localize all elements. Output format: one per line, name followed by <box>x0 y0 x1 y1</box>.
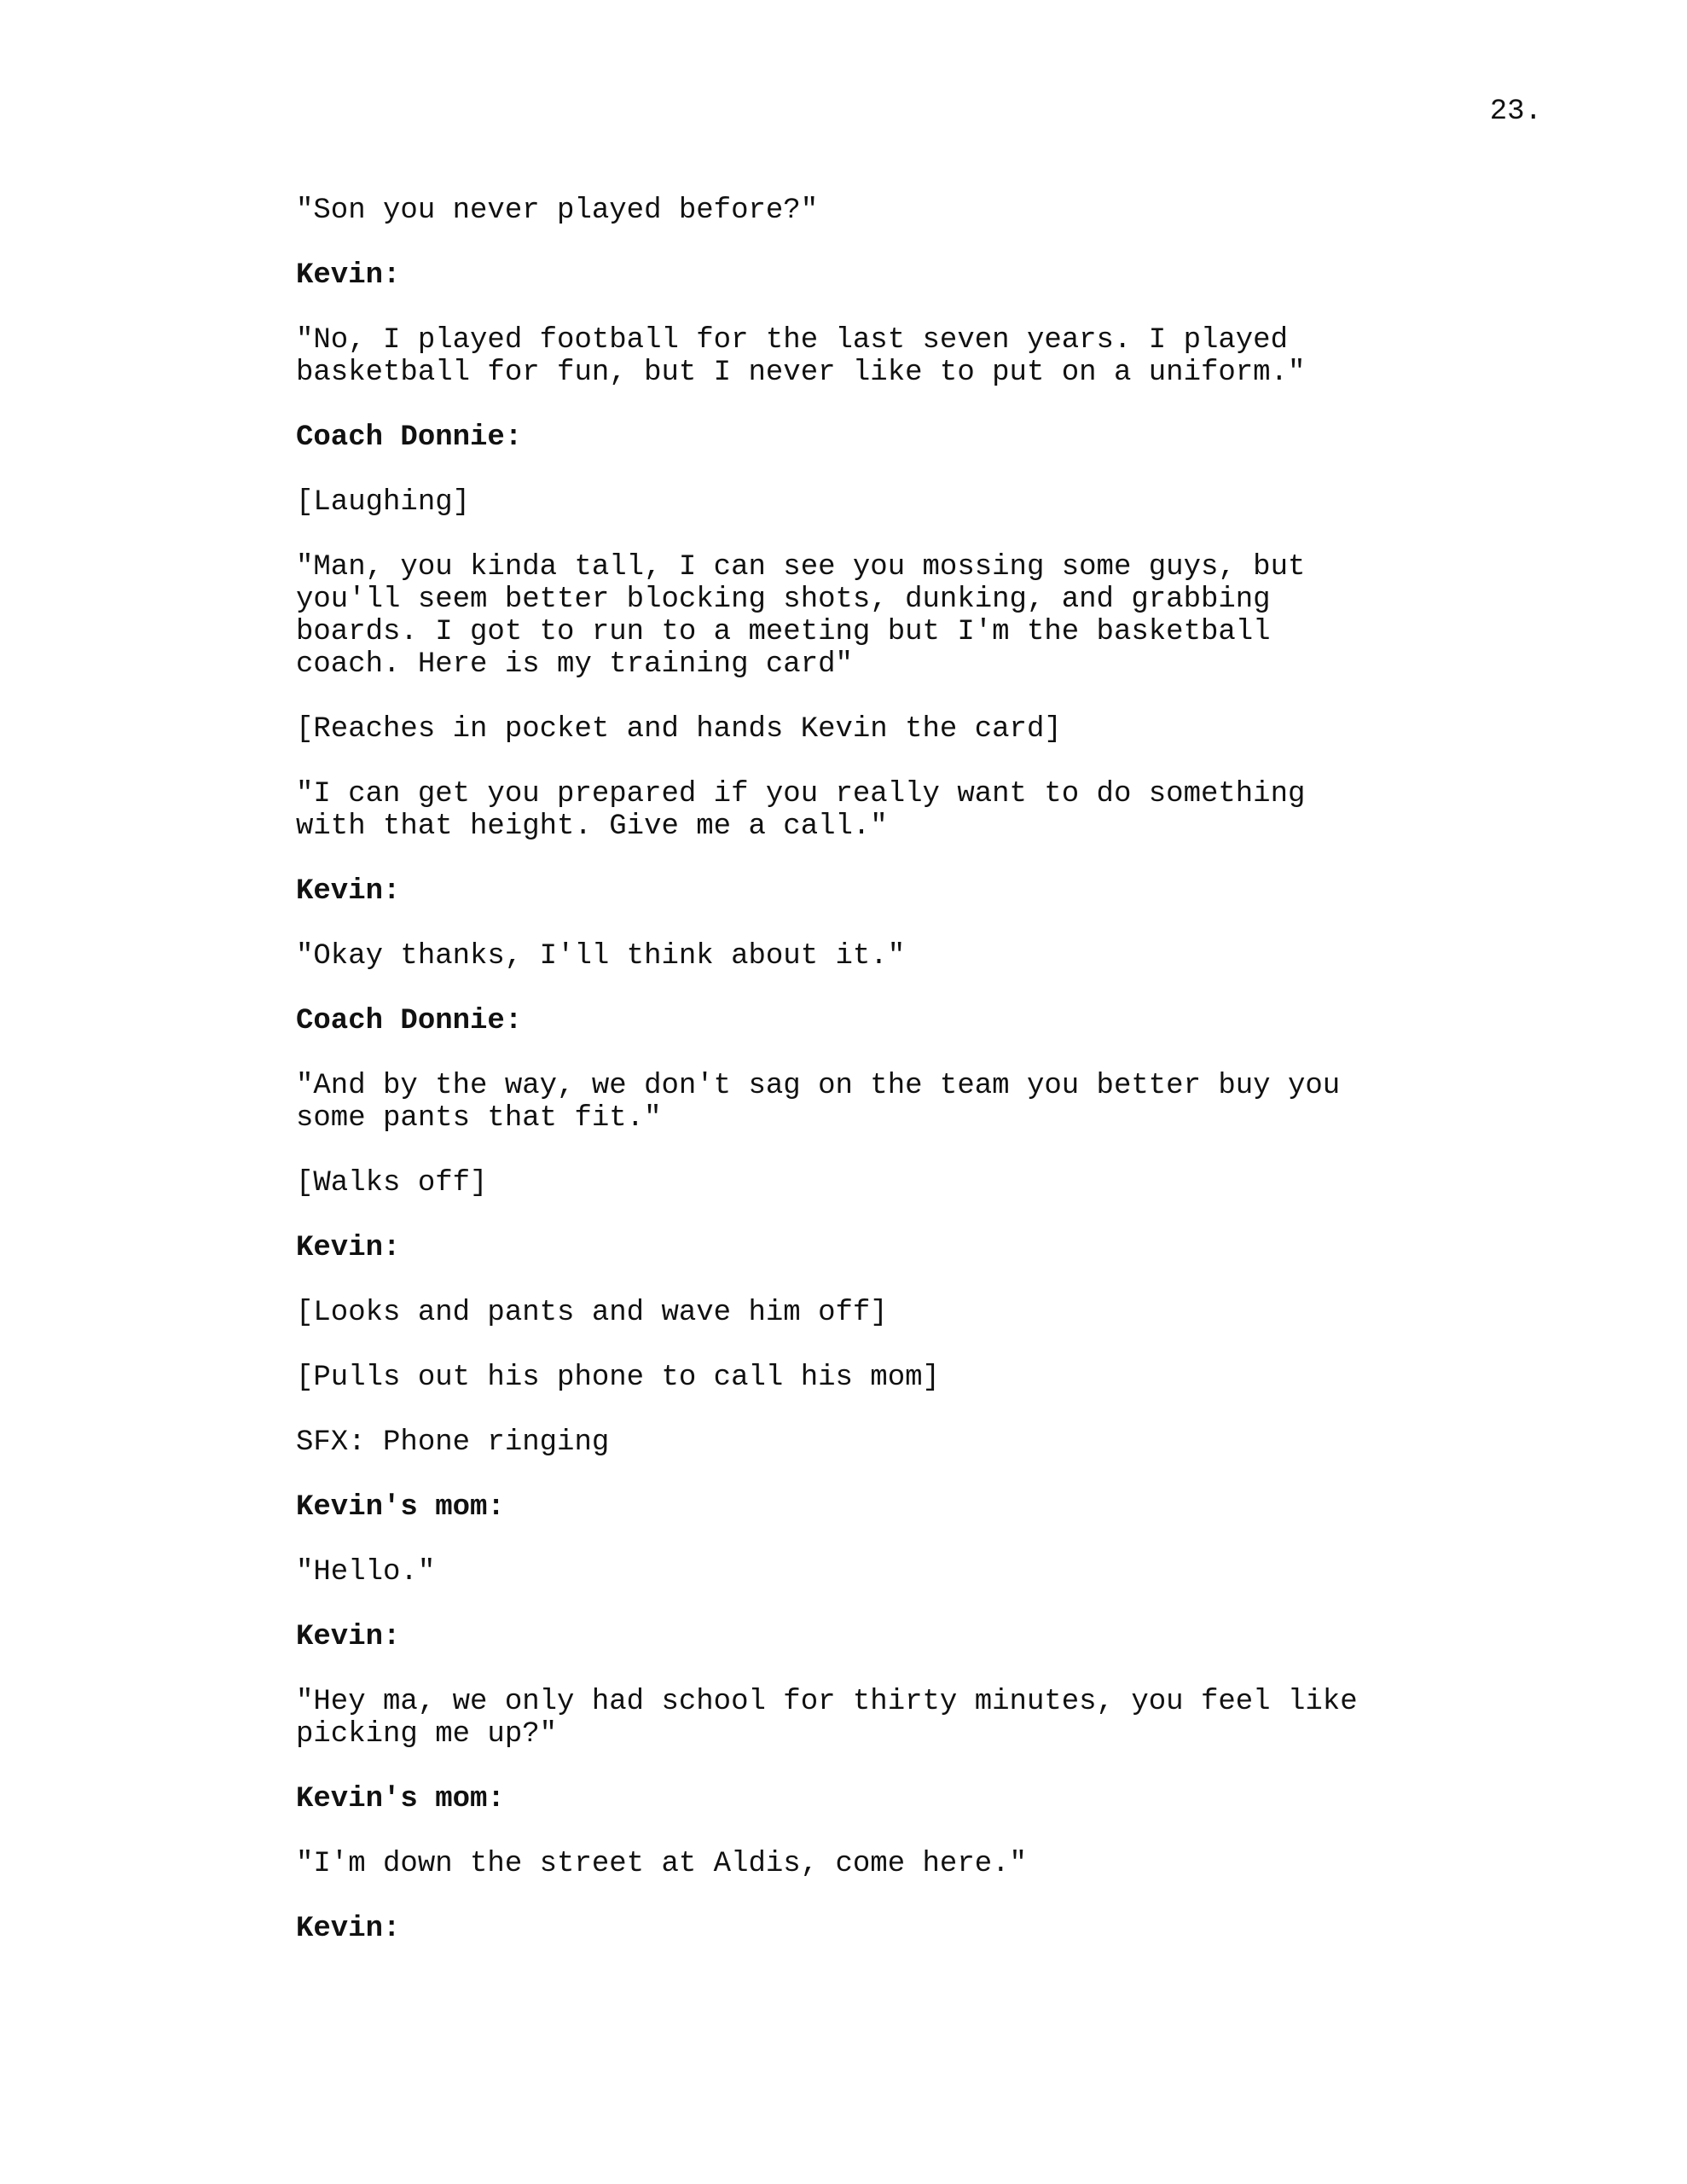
dialogue-line: "Man, you kinda tall, I can see you mossing some guys, but you'll seem better blocking shots, dunking, and grabbing boards. I got to run to a meeting but I'm the basketball coach. Here is my training card" <box>296 551 1306 681</box>
sfx-line: SFX: Phone ringing <box>296 1426 610 1459</box>
action-line: [Laughing] <box>296 486 471 519</box>
page-number: 23. <box>1489 96 1542 128</box>
speaker-name: Kevin: <box>296 259 401 292</box>
action-line: [Walks off] <box>296 1167 488 1199</box>
dialogue-line: "Okay thanks, I'll think about it." <box>296 940 906 973</box>
dialogue-line: "I can get you prepared if you really want to do something with that height. Give me a call." <box>296 778 1306 843</box>
dialogue-line: "Hey ma, we only had school for thirty minutes, you feel like picking me up?" <box>296 1686 1358 1751</box>
speaker-name: Coach Donnie: <box>296 1005 523 1037</box>
dialogue-line: "Son you never played before?" <box>296 195 819 227</box>
action-line: [Reaches in pocket and hands Kevin the card] <box>296 713 1062 746</box>
speaker-name: Kevin: <box>296 1913 401 1945</box>
dialogue-line: "And by the way, we don't sag on the team you better buy you some pants that fit." <box>296 1070 1341 1135</box>
dialogue-line: "I'm down the street at Aldis, come here." <box>296 1848 1027 1880</box>
action-line: [Looks and pants and wave him off] <box>296 1297 888 1329</box>
speaker-name: Kevin: <box>296 1621 401 1653</box>
speaker-name: Kevin's mom: <box>296 1783 505 1815</box>
speaker-name: Kevin: <box>296 1232 401 1264</box>
action-line: [Pulls out his phone to call his mom] <box>296 1362 940 1394</box>
speaker-name: Kevin: <box>296 875 401 908</box>
speaker-name: Coach Donnie: <box>296 421 523 454</box>
speaker-name: Kevin's mom: <box>296 1491 505 1524</box>
dialogue-line: "No, I played football for the last seven years. I played basketball for fun, but I never like to put on a uniform." <box>296 324 1306 389</box>
script-body <box>296 195 1575 1978</box>
dialogue-line: "Hello." <box>296 1556 436 1589</box>
